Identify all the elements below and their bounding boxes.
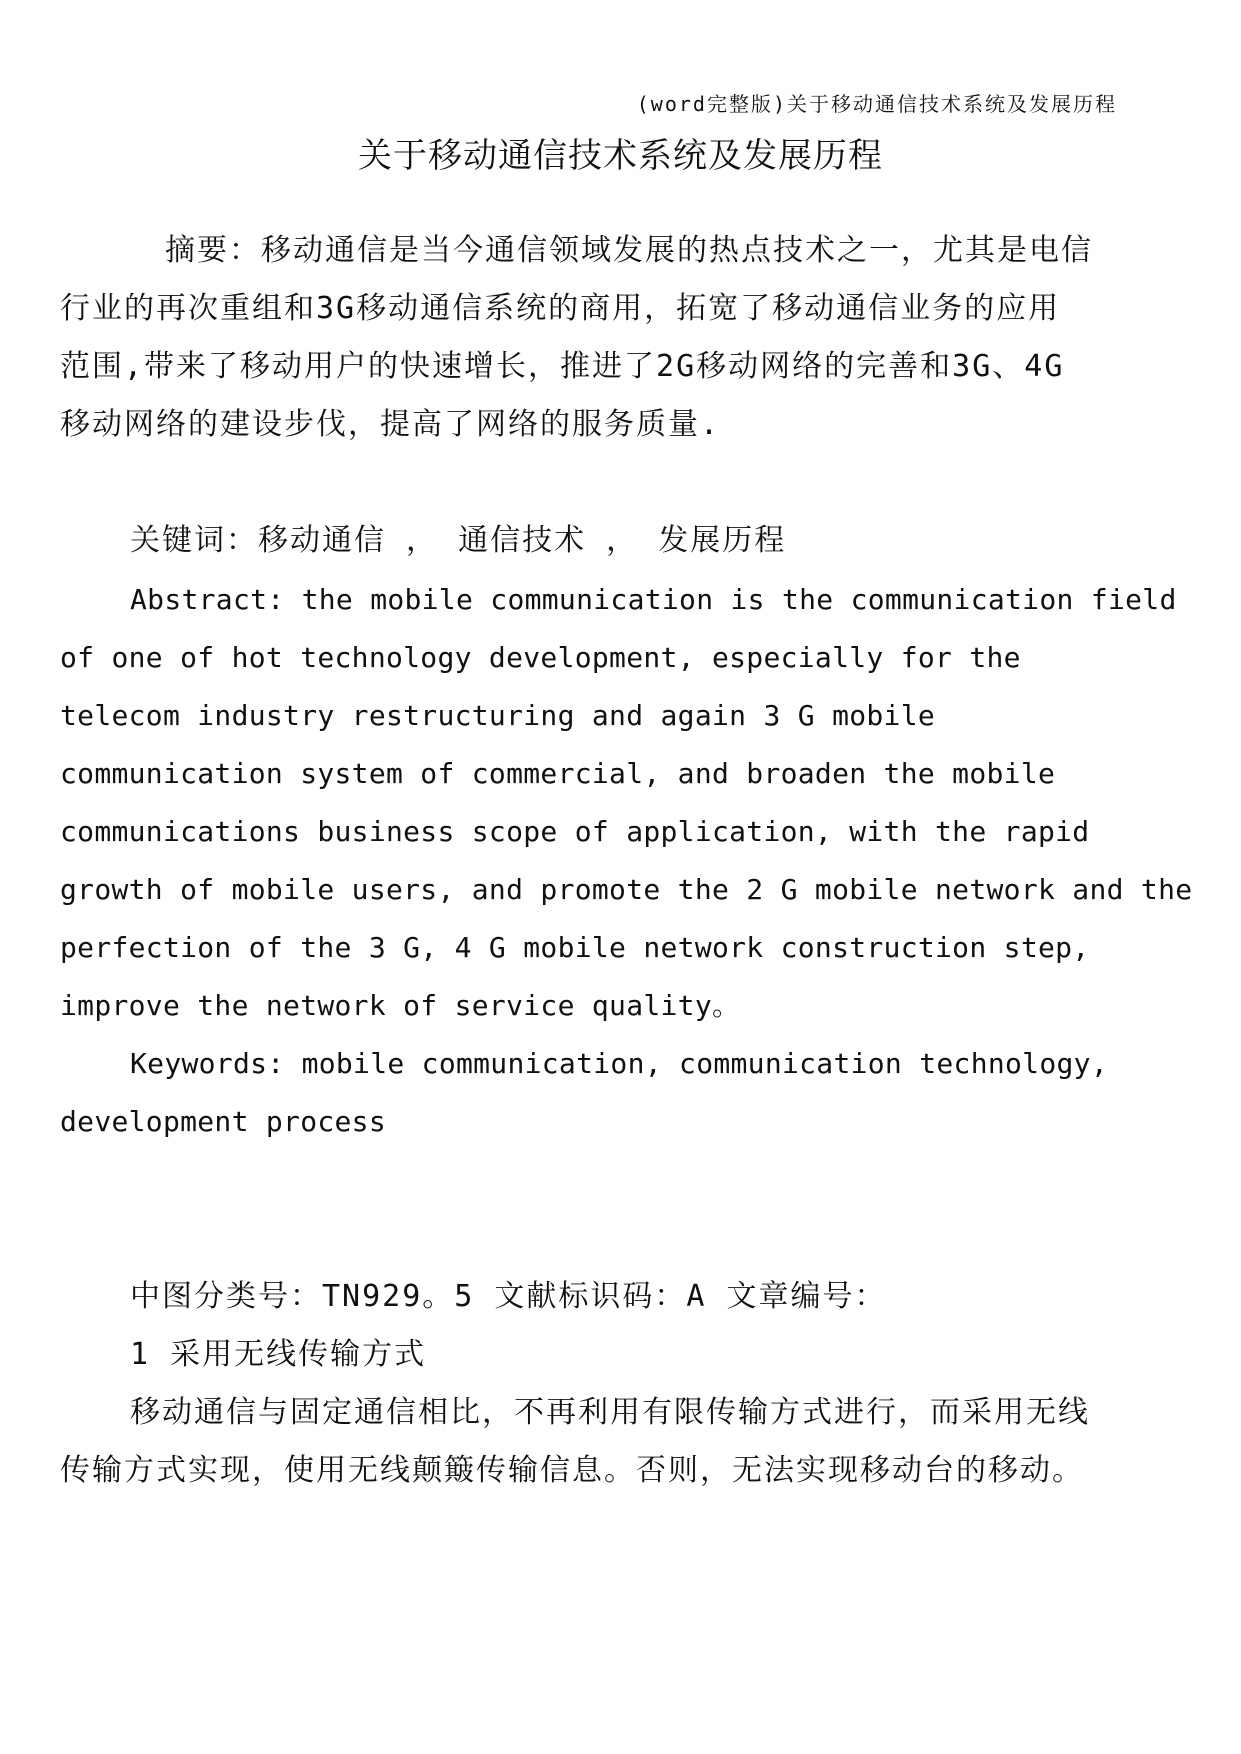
abstract-en-line: improve the network of service quality。	[60, 989, 741, 1022]
section-body-line: 传输方式实现，使用无线颠簸传输信息。否则，无法实现移动台的移动。	[60, 1453, 1084, 1488]
abstract-en-line: communication system of commercial, and broaden the mobile	[60, 757, 1056, 790]
document-title: 关于移动通信技术系统及发展历程	[358, 136, 883, 176]
abstract-cn-line: 摘要：移动通信是当今通信领域发展的热点技术之一，尤其是电信	[165, 233, 1093, 268]
abstract-en-line: telecom industry restructuring and again 3 G mobile	[60, 699, 936, 732]
keywords-cn: 关键词：移动通信 ， 通信技术 ， 发展历程	[130, 523, 787, 558]
abstract-en-line: Abstract: the mobile communication is the communication field	[130, 583, 1177, 616]
section-body-line: 移动通信与固定通信相比，不再利用有限传输方式进行，而采用无线	[130, 1395, 1090, 1430]
keywords-en-line: Keywords: mobile communication, communication technology,	[130, 1047, 1108, 1080]
classification-line: 中图分类号：TN929。5 文献标识码：A 文章编号：	[130, 1279, 887, 1314]
running-header: (word完整版)关于移动通信技术系统及发展历程	[636, 92, 1117, 116]
abstract-cn-line: 行业的再次重组和3G移动通信系统的商用，拓宽了移动通信业务的应用	[60, 291, 1061, 326]
abstract-en-line: growth of mobile users, and promote the 2 G mobile network and the	[60, 873, 1193, 906]
abstract-cn-line: 移动网络的建设步伐，提高了网络的服务质量.	[60, 407, 721, 442]
abstract-cn-line: 范围,带来了移动用户的快速增长，推进了2G移动网络的完善和3G、4G	[60, 349, 1065, 384]
abstract-en-line: communications business scope of application, with the rapid	[60, 815, 1090, 848]
section-heading: 1 采用无线传输方式	[130, 1337, 427, 1372]
abstract-en-line: of one of hot technology development, especially for the	[60, 641, 1021, 674]
abstract-en-line: perfection of the 3 G, 4 G mobile network construction step,	[60, 931, 1090, 964]
keywords-en-line: development process	[60, 1105, 386, 1138]
